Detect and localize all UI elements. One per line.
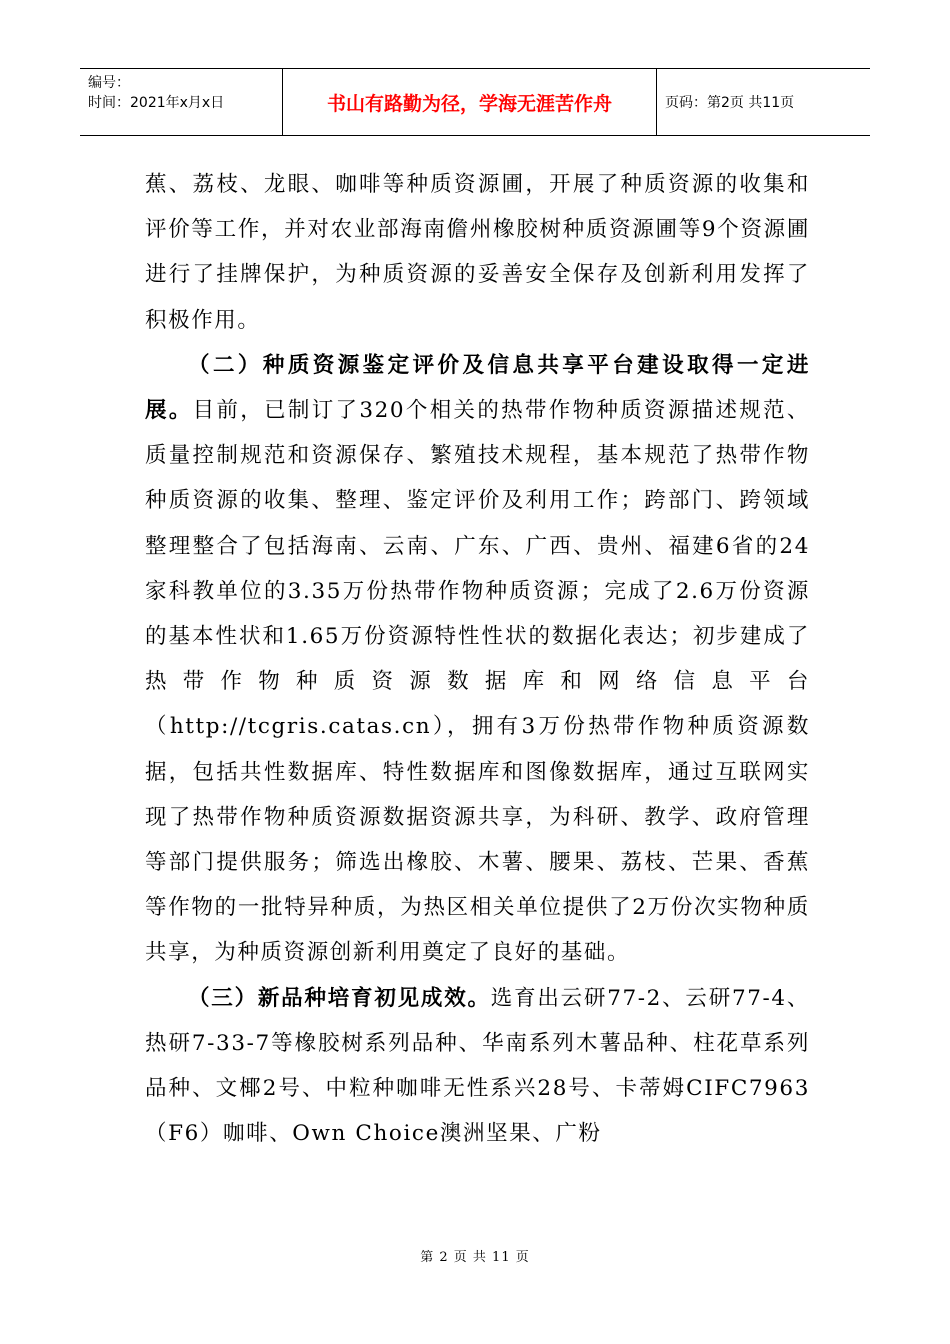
paragraph-2-text: 目前，已制订了320个相关的热带作物种质资源描述规范、质量控制规范和资源保存、繁殖技术规程，基本规范了热带作物种质资源的收集、整理、鉴定评价及利用工作；跨部门、跨领域整理整合了包括海南、云南、广东、广西、贵州、福建6省的24家科教单位的3.35万份热带作物种质资源；完成了2.6万份资源的基本性状和1.65万份资源特性性状的数据化表达；初步建成了热带作物种质资源数据库和网络信息平台（http://tcgris.catas.cn），拥有3万份热带作物种质资源数据，包括共性数据库、特性数据库和图像数据库，通过互联网实现了热带作物种质资源数据资源共享，为科研、教学、政府管理等部门提供服务；筛选出橡胶、木薯、腰果、荔枝、芒果、香蕉等作物的一批特异种质，为热区相关单位提供了2万份次实物种质共享，为种质资源创新利用奠定了良好的基础。 [145,398,810,966]
page-header [80,68,870,136]
paragraph-3-text: 选育出云研77-2、云研77-4、热研7-33-7等橡胶树系列品种、华南系列木薯品种、柱花草系列品种、文椰2号、中粒种咖啡无性系兴28号、卡蒂姆CIFC7963（F6）咖啡、Own Choice澳洲坚果、广粉 [145,985,810,1147]
header-motto: 书山有路勤为径，学海无涯苦作舟 [283,69,657,135]
paragraph-2 [145,343,810,976]
paragraph-1: 蕉、荔枝、龙眼、咖啡等种质资源圃，开展了种质资源的收集和评价等工作，并对农业部海南儋州橡胶树种质资源圃等9个资源圃进行了挂牌保护，为种质资源的妥善安全保存及创新利用发挥了积极作用。 [145,172,810,333]
paragraph-3 [145,976,810,1157]
page-footer: 第 2 页 共 11 页 [420,1250,530,1265]
header-page-number: 页码：第2页 共11页 [665,95,795,111]
document-body [145,162,810,1156]
document-number: 编号： [88,75,130,91]
header-meta [80,69,283,135]
section-heading-3: （三）新品种培育初见成效。 [188,985,491,1011]
section-heading-2: （二）种质资源鉴定评价及信息共享平台建设取得一定进展。 [145,352,810,424]
document-date: 时间：2021年x月x日 [88,95,225,111]
